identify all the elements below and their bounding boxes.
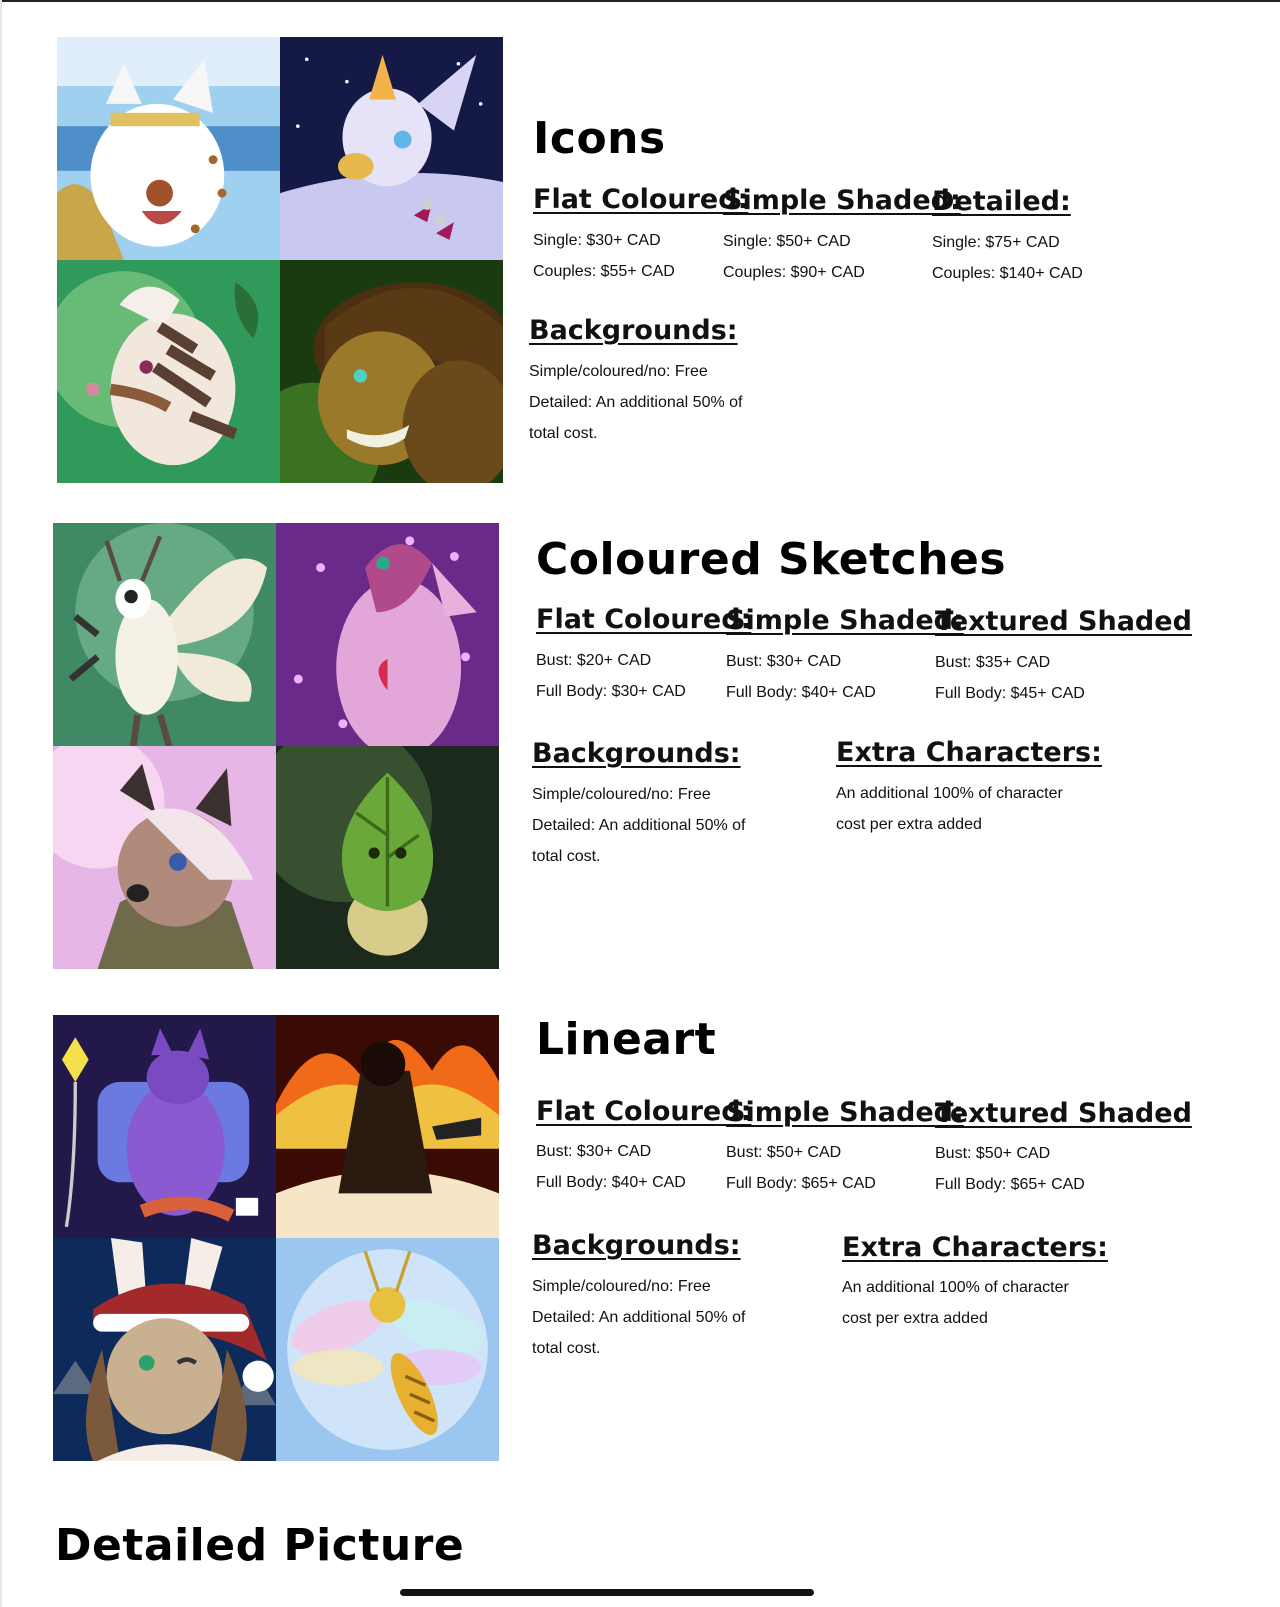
lineart-extra-characters-line: cost per extra added [842,1310,988,1327]
dragonfly-icon [276,1238,499,1461]
lineart-simple-shaded-price-bust: Bust: $50+ CAD [726,1144,842,1161]
sketches-simple-shaded-price-bust: Bust: $30+ CAD [726,653,842,670]
top-border [0,0,1280,2]
left-border [0,0,2,1607]
section-title-lineart: Lineart [536,1014,717,1065]
home-indicator[interactable] [400,1589,814,1596]
lineart-flat-coloured-price-bust: Bust: $30+ CAD [536,1143,652,1160]
lineart-simple-shaded-heading: Simple Shaded: [726,1097,964,1128]
section-title-icons: Icons [533,113,666,164]
leaf-creature-icon [276,746,499,969]
lineart-flat-coloured-heading: Flat Coloured: [536,1096,752,1127]
lion-icon [280,260,503,483]
husky-icon [53,746,276,969]
moth-icon [53,523,276,746]
icons-artwork-grid [57,37,503,483]
fire-warrior-icon [276,1015,499,1238]
icons-detailed-price-single: Single: $75+ CAD [932,234,1060,251]
sketches-flat-coloured-heading: Flat Coloured: [536,604,752,635]
sketches-backgrounds-line: Detailed: An additional 50% of [532,817,746,834]
lineart-textured-shaded-price-full-body: Full Body: $65+ CAD [935,1176,1085,1193]
icons-simple-shaded-price-single: Single: $50+ CAD [723,233,851,250]
lineart-backgrounds-line: Detailed: An additional 50% of [532,1309,746,1326]
icons-backgrounds-line: Detailed: An additional 50% of [529,394,743,411]
purple-tiger-icon [53,1015,276,1238]
lineart-simple-shaded-price-full-body: Full Body: $65+ CAD [726,1175,876,1192]
section-title-detailed-picture: Detailed Picture [55,1520,465,1571]
sketches-backgrounds-line: total cost. [532,848,601,865]
lineart-artwork-grid [53,1015,499,1461]
christmas-bunny-icon [53,1238,276,1461]
sketches-flat-coloured-price-full-body: Full Body: $30+ CAD [536,683,686,700]
lineart-backgrounds-line: total cost. [532,1340,601,1357]
lineart-flat-coloured-price-full-body: Full Body: $40+ CAD [536,1174,686,1191]
sketches-backgrounds-heading: Backgrounds: [532,738,741,769]
icons-detailed-price-couples: Couples: $140+ CAD [932,265,1083,282]
deer-with-bows-icon [280,37,503,260]
section-title-coloured-sketches: Coloured Sketches [536,534,1007,585]
sketches-backgrounds-line: Simple/coloured/no: Free [532,786,711,803]
icons-backgrounds-heading: Backgrounds: [529,315,738,346]
striped-fox-icon [57,260,280,483]
icons-flat-coloured-heading: Flat Coloured: [533,184,749,215]
sketches-simple-shaded-heading: Simple Shaded: [726,605,964,636]
icons-detailed-heading: Detailed: [932,186,1071,217]
sketches-simple-shaded-price-full-body: Full Body: $40+ CAD [726,684,876,701]
smiling-cat-icon [57,37,280,260]
lineart-textured-shaded-heading: Textured Shaded [935,1098,1192,1129]
lineart-extra-characters-heading: Extra Characters: [842,1232,1108,1263]
icons-flat-coloured-price-single: Single: $30+ CAD [533,232,661,249]
sketches-textured-shaded-heading: Textured Shaded [935,606,1192,637]
sketches-textured-shaded-price-bust: Bust: $35+ CAD [935,654,1051,671]
sketches-extra-characters-line: An additional 100% of character [836,785,1063,802]
coloured-sketches-artwork-grid [53,523,499,969]
icons-flat-coloured-price-couples: Couples: $55+ CAD [533,263,675,280]
icons-simple-shaded-price-couples: Couples: $90+ CAD [723,264,865,281]
sketches-flat-coloured-price-bust: Bust: $20+ CAD [536,652,652,669]
icons-backgrounds-line: total cost. [529,425,598,442]
icons-simple-shaded-heading: Simple Shaded: [723,185,961,216]
lineart-backgrounds-line: Simple/coloured/no: Free [532,1278,711,1295]
lineart-textured-shaded-price-bust: Bust: $50+ CAD [935,1145,1051,1162]
sketches-textured-shaded-price-full-body: Full Body: $45+ CAD [935,685,1085,702]
icons-backgrounds-line: Simple/coloured/no: Free [529,363,708,380]
lineart-extra-characters-line: An additional 100% of character [842,1279,1069,1296]
pink-bunny-icon [276,523,499,746]
sketches-extra-characters-heading: Extra Characters: [836,737,1102,768]
sketches-extra-characters-line: cost per extra added [836,816,982,833]
lineart-backgrounds-heading: Backgrounds: [532,1230,741,1261]
